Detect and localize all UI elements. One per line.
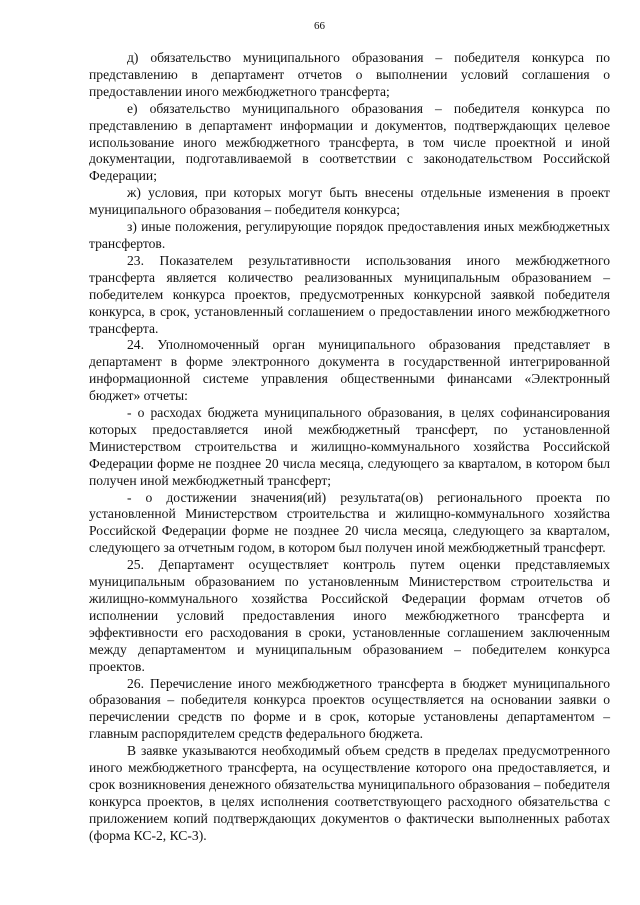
paragraph-d: д) обязательство муниципального образования – победителя конкурса по представлению в департамент отчетов о выполнении условий соглашения о предоставлении иного межбюджетного трансферта;	[89, 50, 610, 99]
paragraph-24-item-2: - о достижении значения(ий) результата(ов) регионального проекта по установленной Министерством строительства и жилищно-коммунального хозяйства Российской Федерации форме не позднее 20 числа месяца, следующего за кварталом, следующего за отчетным годом, в котором был получен иной межбюджетный трансферт.	[89, 489, 610, 556]
paragraph-z: з) иные положения, регулирующие порядок предоставления иных межбюджетных трансфертов.	[89, 219, 610, 251]
page-number: 66	[314, 20, 325, 32]
paragraph-24: 24. Уполномоченный орган муниципального образования представляет в департамент в форме электронного документа в государственной интегрированной информационной системе управления общественными финансами «Электронный бюджет» отчеты:	[89, 337, 610, 404]
paragraph-23: 23. Показателем результативности использования иного межбюджетного трансферта является количество реализованных муниципальным образованием – победителем конкурса проектов, предусмотренных конкурсной заявкой победителя конкурса, в срок, установленный соглашением о предоставлении иного межбюджетного трансферта.	[89, 252, 610, 336]
paragraph-application: В заявке указываются необходимый объем средств в пределах предусмотренного иного межбюджетного трансферта, на осуществление которого она предоставляется, и срок возникновения денежного обязательства муниципального образования – победителя конкурса проектов, в целях исполнения соответствующего расходного обязательства с приложением копий подтверждающих документов о фактически выполненных работах (форма КС-2, КС-3).	[89, 743, 610, 843]
paragraph-25: 25. Департамент осуществляет контроль путем оценки представляемых муниципальным образованием по установленным Министерством строительства и жилищно-коммунального хозяйства Российской Федерации формам отчетов об исполнении условий предоставления иного межбюджетного трансферта и эффективности его расходования в сроки, установленные соглашением заключенным между департаментом и муниципальным образованием – победителем конкурса проектов.	[89, 557, 610, 674]
paragraph-e: е) обязательство муниципального образования – победителя конкурса по представлению в департамент информации и документов, подтверждающих целевое использование иного межбюджетного трансферта, в том числе проектной и иной документации, подготавливаемой в соответствии с законодательством Российской Федерации;	[89, 100, 610, 184]
paragraph-24-item-1: - о расходах бюджета муниципального образования, в целях софинансирования которых предоставляется иной межбюджетный трансферт, по установленной Министерством строительства и жилищно-коммунального хозяйства Российской Федерации форме не позднее 20 числа месяца, следующего за кварталом, в котором был получен иной межбюджетный трансферт;	[89, 405, 610, 488]
paragraph-zh: ж) условия, при которых могут быть внесены отдельные изменения в проект муниципального образования – победителя конкурса;	[89, 185, 610, 218]
paragraph-26: 26. Перечисление иного межбюджетного трансферта в бюджет муниципального образования – победителя конкурса проектов осуществляется на основании заявки о перечислении средств по форме и в срок, которые установлены департаментом – главным распорядителем средств федерального бюджета.	[89, 675, 610, 742]
